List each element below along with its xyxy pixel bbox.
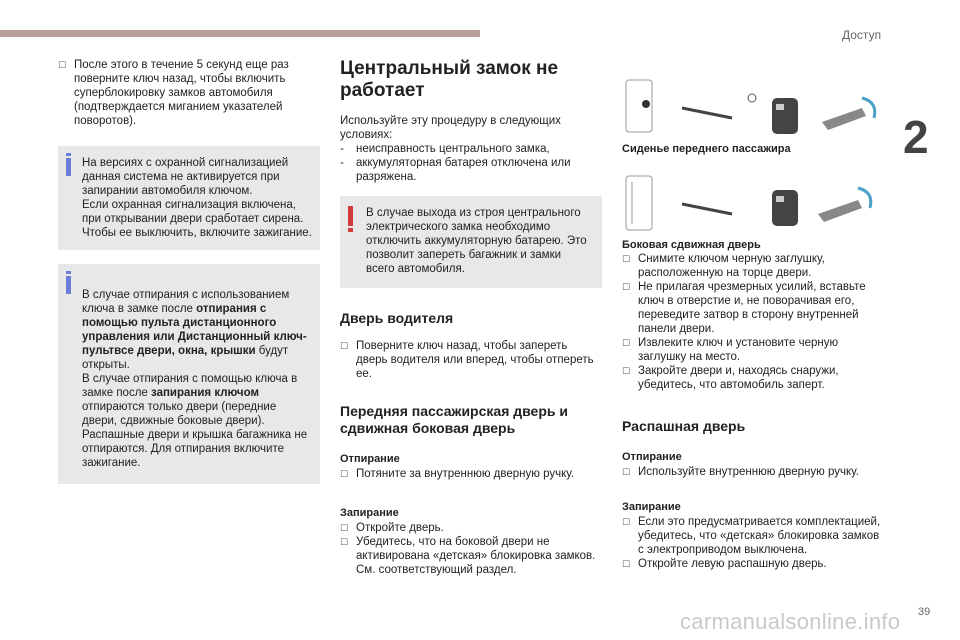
rear-lock-text: Если это предусматривается комплектацией, убедитесь, что «детская» блокировка замков с электроприводом выключена. [638,516,881,556]
lock-label: Запирание [340,507,399,519]
arrow-bullet-icon: ☐ [622,517,631,527]
arrow-bullet-icon: ☐ [622,282,631,292]
arrow-bullet-icon: ☐ [622,366,631,376]
side-item [622,280,882,336]
side-text: Не прилагая чрезмерных усилий, вставьте ключ в отверстие и, не поворачивая его, переведите затвор в сторону внутренней панели двери. [638,281,866,335]
arrow-bullet-icon: ☐ [340,341,349,351]
section-title: Центральный замок не работает [340,58,559,101]
unlock-item [340,467,602,481]
header-bar [0,30,480,37]
arrow-bullet-icon: ☐ [340,469,349,479]
side-item [622,336,882,364]
info-icon [66,276,71,294]
text-bold: отпирания с помощью пульта дистанционного управления или Дистанционный ключ-пультвсе двери, окна, крышки [82,303,307,357]
column-left [58,58,320,484]
arrow-bullet-icon: ☐ [622,559,631,569]
rear-unlock-item [622,465,882,479]
side-item [622,252,882,280]
arrow-bullet-icon: ☐ [622,467,631,477]
rear-lock-item [622,557,882,571]
column-right [622,78,882,571]
condition-text: аккумуляторная батарея отключена или разряжена. [356,157,571,183]
dash-marker: - [340,157,344,169]
arrow-bullet-icon: ☐ [58,60,67,70]
page-number: 39 [918,606,931,618]
lock-item [340,535,602,577]
lock-text: Откройте дверь. [356,522,444,534]
dash-marker: - [340,143,344,155]
rear-unlock-text: Используйте внутреннюю дверную ручку. [638,466,859,478]
unlock-text: Потяните за внутреннюю дверную ручку. [356,468,575,480]
illustration-sliding-door [622,174,882,232]
arrow-bullet-icon: ☐ [340,523,349,533]
warning-icon [348,206,353,226]
front-door-title: Передняя пассажирская дверь и сдвижная боковая дверь [340,403,568,436]
side-item [622,364,882,392]
driver-door-text: Повернитe ключ назад, чтобы запереть дверь водителя или вперед, чтобы отпереть ее. [356,340,594,380]
section-name: Доступ [842,28,882,42]
info-text-unlock [82,274,312,470]
watermark: carmanualsonline.info [680,609,901,634]
side-text: Извлеките ключ и установите черную заглушку на место. [638,337,839,363]
arrow-bullet-icon: ☐ [622,338,631,348]
unlock-label: Отпирание [340,453,400,465]
side-text: Снимите ключом черную заглушку, расположенную на торце двери. [638,253,825,279]
info-box-unlock [58,264,320,484]
arrow-bullet-icon: ☐ [622,254,631,264]
text-part: отпираются только двери (передние двери, сдвижные боковые двери). Распашные двери и крышка багажника не отпираются. Для отпирания включите зажигание. [82,401,308,469]
condition-item [340,142,602,156]
intro-text: После этого в течение 5 секунд еще раз повернитe ключ назад, чтобы включить суперблокировку замков автомобиля (подтверждается миганием указателей поворотов). [74,59,289,127]
rear-door-title: Распашная дверь [622,418,746,434]
caption-sliding: Боковая сдвижная дверь [622,239,761,251]
arrow-bullet-icon: ☐ [340,537,349,547]
chapter-number: 2 [903,111,929,163]
text-part: будут открыты. В случае отпирания с помощью ключа в замке после [82,345,298,399]
info-box-alarm [58,146,320,250]
info-text: На версиях с охранной сигнализацией данная система не активируется при запирании автомобиля ключом. Если охранная сигнализация включена, при открывании двери сработает сирена. Чтобы ее выключить, включите зажигание. [82,157,312,239]
driver-door-item [340,339,602,381]
illustration-passenger-door [622,78,882,136]
lock-item [340,521,602,535]
info-icon [66,158,71,176]
warning-box [340,196,602,288]
caption-passenger: Сиденье переднего пассажира [622,143,791,155]
text-bold: запирания ключом [151,387,259,399]
side-text: Закройте двери и, находясь снаружи, убедитесь, что автомобиль заперт. [638,365,839,391]
warning-text: В случае выхода из строя центрального электрического замка необходимо отключить аккумуляторную батарею. Это позволит запереть багажник и замки всего автомобиля. [366,207,587,275]
condition-item [340,156,602,184]
rear-lock-label: Запирание [622,501,681,513]
condition-text: неисправность центрального замка, [356,143,550,155]
driver-door-title: Дверь водителя [340,310,454,326]
rear-lock-text: Откройте левую распашную дверь. [638,558,827,570]
rear-lock-item [622,515,882,557]
rear-unlock-label: Отпирание [622,451,682,463]
text-part: В случае отпирания с использованием ключа в замке после [82,289,290,315]
column-middle [340,58,602,577]
intro-item [58,58,320,128]
conditions-intro: Используйте эту процедуру в следующих условиях: [340,115,561,141]
lock-text: Убедитесь, что на боковой двери не активирована «детская» блокировка замков. См. соответствующий раздел. [356,536,596,576]
